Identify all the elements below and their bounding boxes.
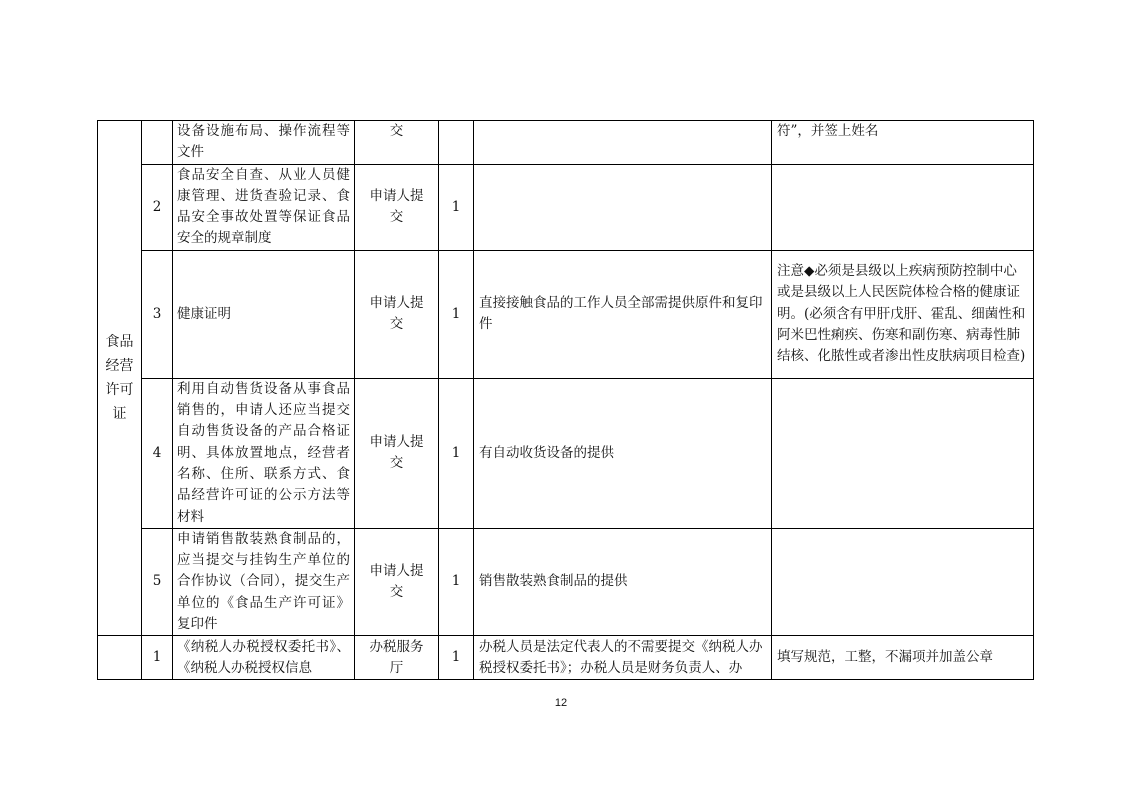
copies-cell: 1 xyxy=(439,164,474,250)
requirement-cell: 注意◆必须是县级以上疾病预防控制中心或是县级以上人民医院体检合格的健康证明。(必须含有甲肝戊肝、霍乱、细菌性和阿米巴性痢疾、伤寒和副伤寒、病毒性肺结核、化脓性或者渗出性皮肤病项目检查) xyxy=(772,250,1034,378)
note-cell: 有自动收货设备的提供 xyxy=(474,378,772,528)
requirement-cell xyxy=(772,528,1034,635)
page-number: 12 xyxy=(554,697,568,709)
source-text: 办税服务厅 xyxy=(369,638,424,676)
table-row xyxy=(98,378,1034,528)
source-text: 申请人提交 xyxy=(369,294,424,333)
source-cell xyxy=(355,164,439,250)
source-cell: 交 xyxy=(355,121,439,165)
category-cell xyxy=(98,121,142,636)
source-cell xyxy=(355,528,439,635)
copies-cell: 1 xyxy=(439,250,474,378)
copies-cell: 1 xyxy=(439,378,474,528)
material-cell: 健康证明 xyxy=(173,250,355,378)
requirement-cell: 符”，并签上姓名 xyxy=(772,121,1034,165)
note-cell xyxy=(474,164,772,250)
note-cell: 直接接触食品的工作人员全部需提供原件和复印件 xyxy=(474,250,772,378)
material-cell: 《纳税人办税授权委托书》、《纳税人办税授权信息 xyxy=(173,636,355,680)
material-cell: 设备设施布局、操作流程等文件 xyxy=(173,121,355,165)
note-cell xyxy=(474,121,772,165)
table-row xyxy=(98,121,1034,165)
row-number: 3 xyxy=(142,250,173,378)
source-text: 申请人提交 xyxy=(369,187,424,226)
material-cell: 申请销售散装熟食制品的，应当提交与挂钩生产单位的合作协议（合同），提交生产单位的《食品生产许可证》复印件 xyxy=(173,528,355,635)
requirement-cell xyxy=(772,164,1034,250)
requirement-cell: 填写规范，工整，不漏项并加盖公章 xyxy=(772,636,1034,680)
category-label: 食品经营许可证 xyxy=(105,334,134,423)
materials-table xyxy=(97,120,1034,680)
material-cell: 利用自动售货设备从事食品销售的，申请人还应当提交自动售货设备的产品合格证明、具体放置地点，经营者名称、住所、联系方式、食品经营许可证的公示方法等材料 xyxy=(173,378,355,528)
row-number: 1 xyxy=(142,636,173,680)
note-cell: 办税人员是法定代表人的不需要提交《纳税人办税授权委托书》；办税人员是财务负责人、办 xyxy=(474,636,772,680)
source-text: 申请人提交 xyxy=(369,562,424,601)
source-cell xyxy=(355,250,439,378)
source-cell xyxy=(355,378,439,528)
category-cell-empty xyxy=(98,636,142,680)
copies-cell xyxy=(439,121,474,165)
source-text: 申请人提交 xyxy=(369,434,424,472)
requirement-cell xyxy=(772,378,1034,528)
copies-cell: 1 xyxy=(439,636,474,680)
table-row xyxy=(98,528,1034,635)
note-cell: 销售散装熟食制品的提供 xyxy=(474,528,772,635)
row-number: 5 xyxy=(142,528,173,635)
row-number: 2 xyxy=(142,164,173,250)
table-row xyxy=(98,636,1034,680)
material-cell: 食品安全自查、从业人员健康管理、进货查验记录、食品安全事故处置等保证食品安全的规章制度 xyxy=(173,164,355,250)
row-number xyxy=(142,121,173,165)
source-cell xyxy=(355,636,439,680)
row-number: 4 xyxy=(142,378,173,528)
copies-cell: 1 xyxy=(439,528,474,635)
table-row xyxy=(98,164,1034,250)
table-row xyxy=(98,250,1034,378)
